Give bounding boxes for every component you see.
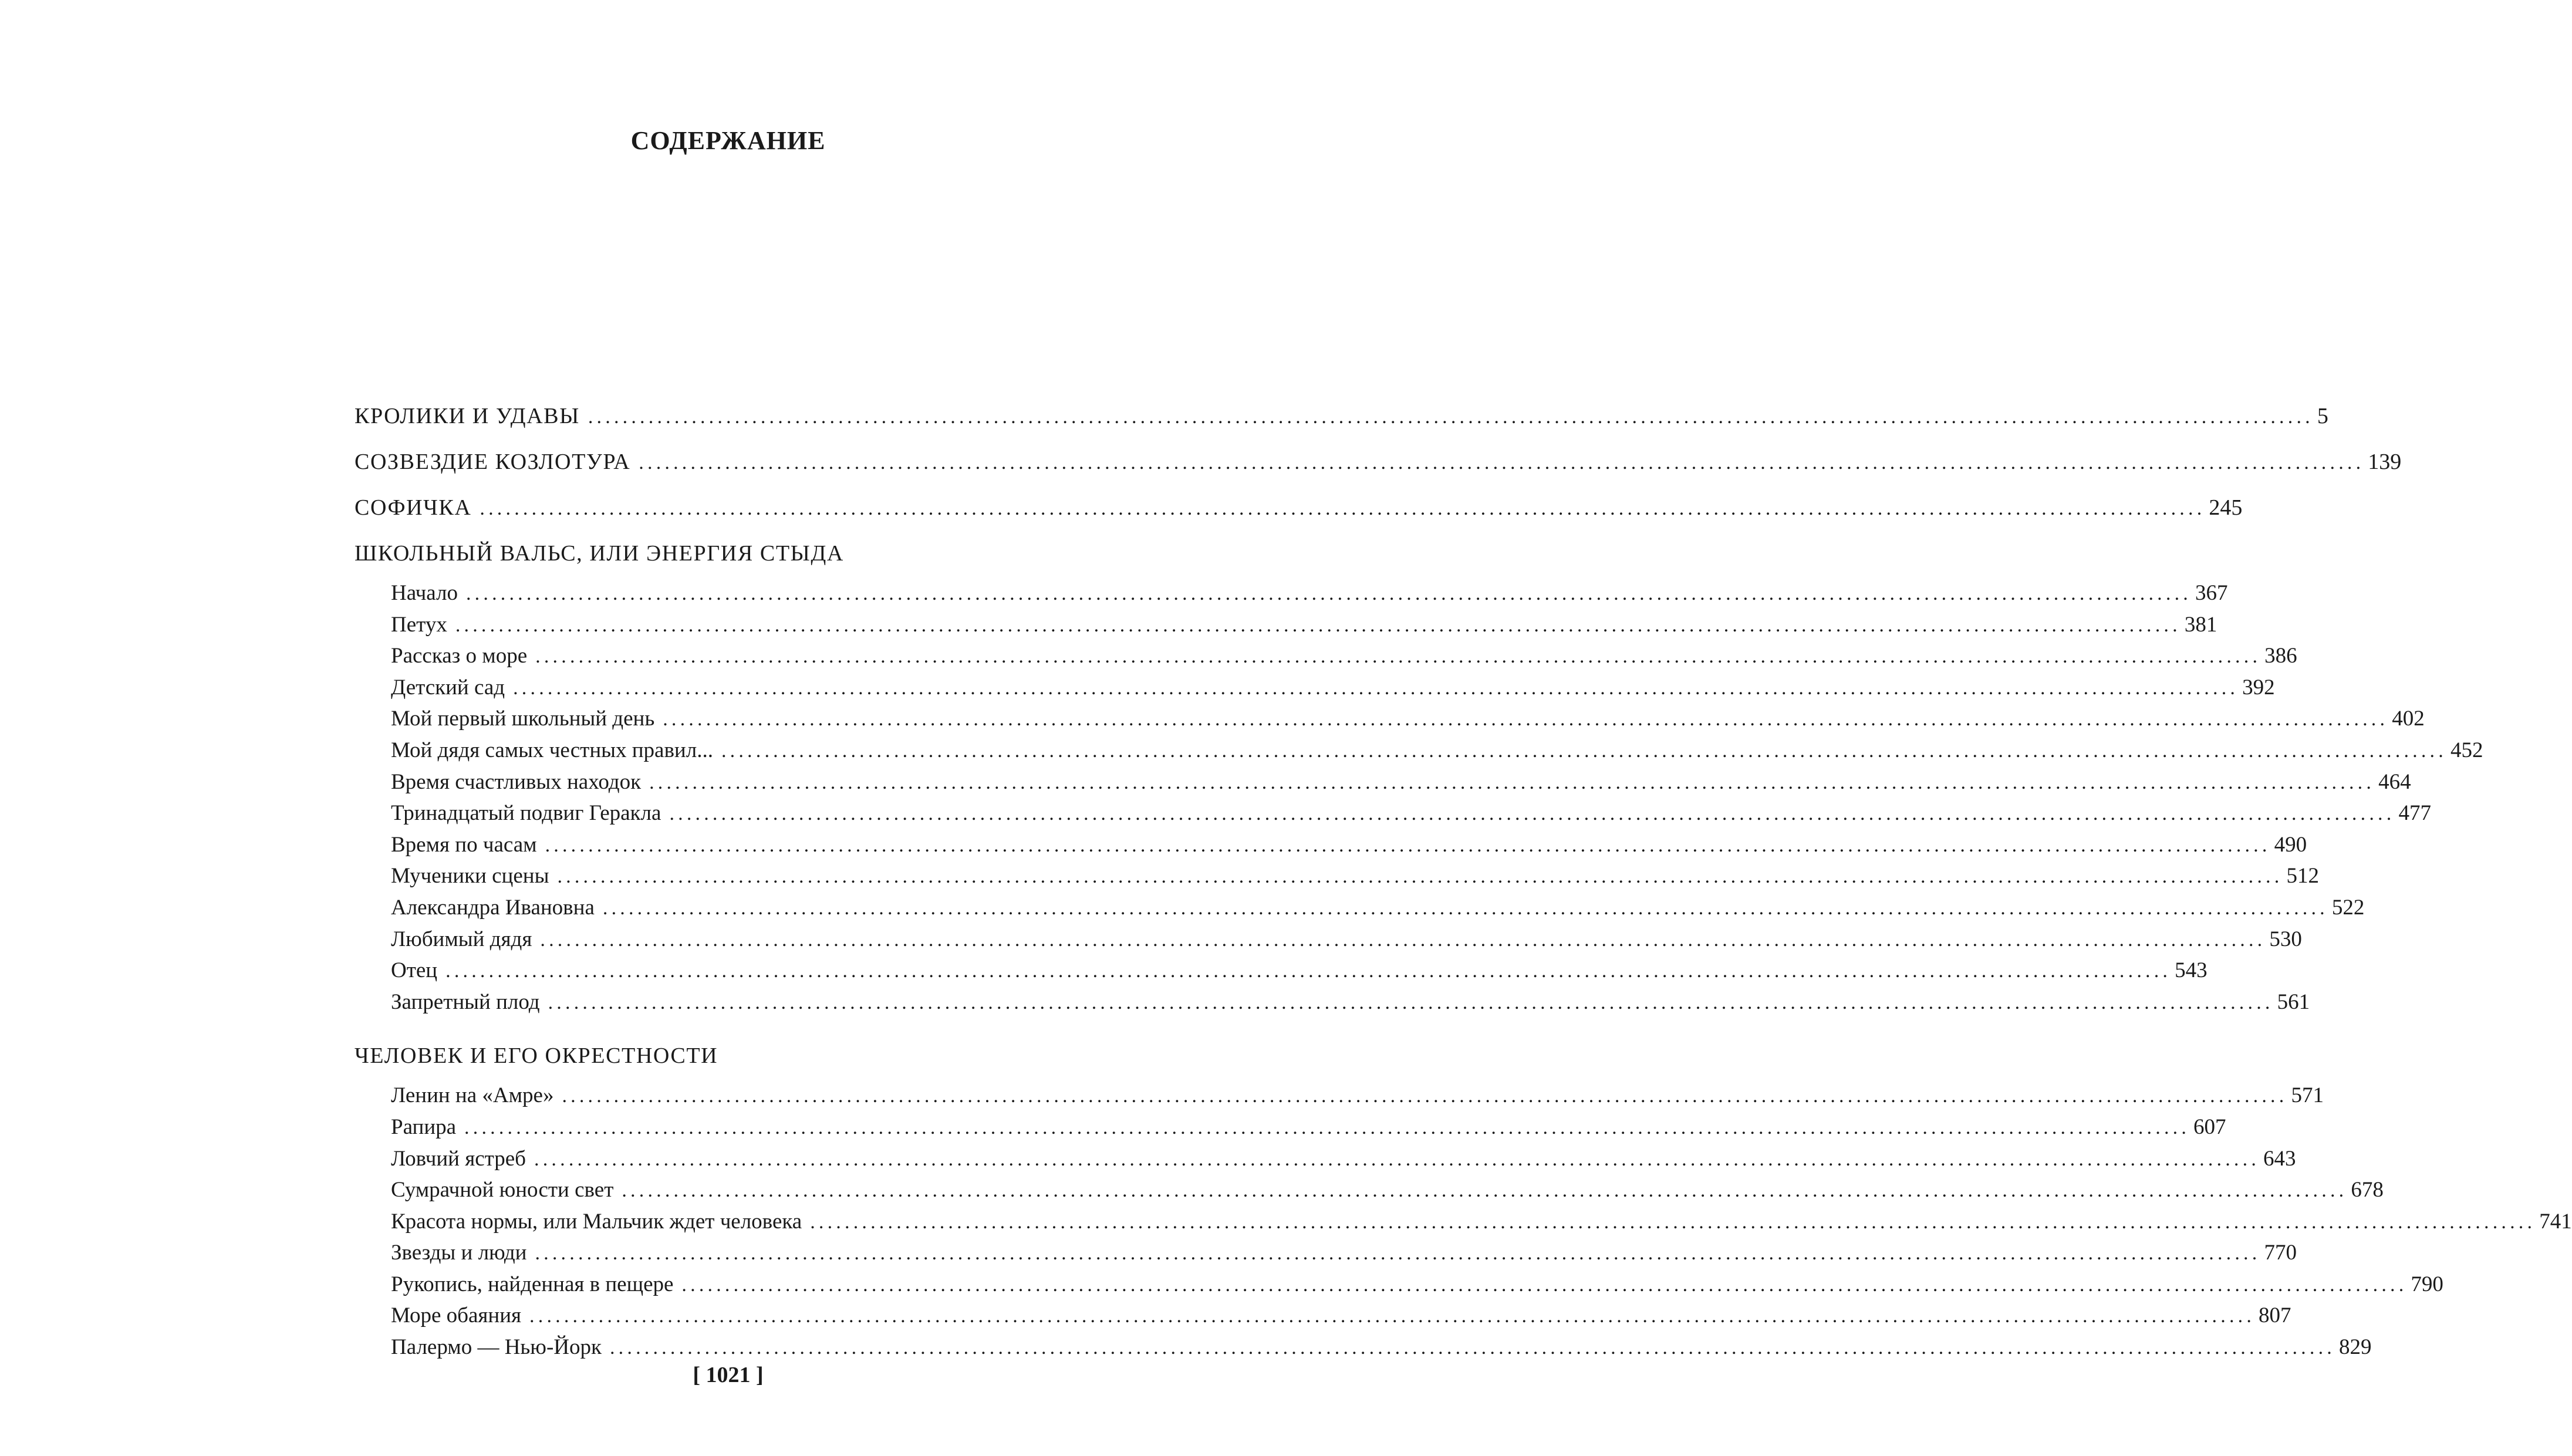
toc-entry [355, 393, 2328, 439]
toc-entry-title: КРОЛИКИ И УДАВЫ [355, 404, 580, 428]
toc-subentry-title: Время счастливых находок [391, 769, 642, 794]
toc-subentry-page: 367 [2195, 581, 2228, 605]
toc-subentry [355, 1300, 2291, 1332]
toc-subentry-title: Сумрачной юности свет [391, 1178, 614, 1202]
toc-subentry-page: 571 [2291, 1083, 2324, 1108]
toc-subentry-page: 790 [2411, 1272, 2443, 1296]
toc-subentry [355, 955, 2208, 987]
toc-subentry [355, 577, 2228, 609]
page-number: [ 1021 ] [693, 1363, 764, 1387]
toc-subentry-title: Рапира [391, 1114, 457, 1139]
toc-subentry [355, 987, 2310, 1018]
toc-subentry-page: 770 [2264, 1241, 2297, 1265]
leader-dots: ........................................................................................................................................................................................................ [609, 1337, 2335, 1359]
leader-dots: ........................................................................................................................................................................................................ [513, 677, 2239, 699]
toc-subentry-title: Мой первый школьный день [391, 707, 655, 731]
toc-subentry-title: Любимый дядя [391, 927, 532, 951]
leader-dots: ........................................................................................................................................................................................................ [721, 739, 2447, 762]
toc-subentry-title: Александра Ивановна [391, 895, 595, 920]
leader-dots: ........................................................................................................................................................................................................ [557, 866, 2283, 888]
section-spacer [355, 1018, 1106, 1033]
leader-dots: ........................................................................................................................................................................................................ [464, 1116, 2190, 1139]
toc-subentry-page: 477 [2398, 801, 2431, 826]
toc-subentry [355, 766, 2411, 798]
leader-dots: ........................................................................................................................................................................................................ [663, 708, 2389, 731]
toc-subentry-title: Начало [391, 581, 458, 605]
toc-subentry [355, 892, 2365, 924]
toc-subentry-page: 452 [2450, 738, 2483, 762]
toc-subentry [355, 1143, 2296, 1175]
toc-subentry-page: 561 [2277, 989, 2310, 1014]
toc-subentry-title: Ловчий ястреб [391, 1146, 526, 1171]
toc-subentry-page: 490 [2274, 832, 2307, 857]
toc-section-title: ШКОЛЬНЫЙ ВАЛЬС, ИЛИ ЭНЕРГИЯ СТЫДА [355, 541, 844, 566]
toc-subentry [355, 1112, 2226, 1143]
toc-subentry-page: 464 [2378, 769, 2411, 794]
toc-section-title: ЧЕЛОВЕК И ЕГО ОКРЕСТНОСТИ [355, 1043, 718, 1069]
leader-dots: ........................................................................................................................................................................................................ [548, 991, 2274, 1014]
toc-subentry-page: 543 [2175, 958, 2208, 983]
leader-dots: ........................................................................................................................................................................................................ [669, 803, 2395, 825]
leader-dots: ........................................................................................................................................................................................................ [649, 771, 2375, 793]
toc-subentry-page: 522 [2331, 895, 2365, 920]
toc-subentry-page: 607 [2193, 1114, 2226, 1139]
toc-subentry-page: 402 [2392, 707, 2425, 731]
toc-subentry-page: 807 [2259, 1303, 2291, 1328]
toc-subentry [355, 672, 2275, 704]
toc-subentry-page: 829 [2338, 1335, 2372, 1360]
toc-subentry-page: 530 [2269, 927, 2302, 951]
leader-dots: ........................................................................................................................................................................................................ [455, 614, 2181, 636]
leader-dots: ........................................................................................................................................................................................................ [602, 897, 2328, 919]
toc-subentry-title: Запретный плод [391, 989, 540, 1014]
leader-dots: ........................................................................................................................................................................................................ [622, 1180, 2348, 1202]
toc-entry-page: 139 [2368, 450, 2402, 474]
leader-dots: ........................................................................................................................................................................................................ [810, 1211, 2536, 1233]
toc-entry-page: 5 [2317, 404, 2328, 428]
toc-subentry [355, 1080, 2324, 1112]
leader-dots: ........................................................................................................................................................................................................ [562, 1085, 2288, 1107]
page-title: СОДЕРЖАНИЕ [630, 126, 826, 155]
leader-dots: ........................................................................................................................................................................................................ [535, 1242, 2261, 1265]
toc-subentry-title: Палермо — Нью-Йорк [391, 1335, 602, 1360]
toc-subentry [355, 735, 2483, 766]
toc-subentry-title: Время по часам [391, 832, 537, 857]
leader-dots: ........................................................................................................................................................................................................ [639, 452, 2365, 474]
leader-dots: ........................................................................................................................................................................................................ [588, 406, 2314, 428]
toc-subentry-page: 392 [2242, 675, 2275, 700]
leader-dots: ........................................................................................................................................................................................................ [540, 928, 2266, 951]
toc-entry [355, 439, 2402, 485]
toc-subentry [355, 1206, 2572, 1238]
toc-subentry-page: 643 [2263, 1146, 2296, 1171]
toc-subentry-page: 386 [2264, 644, 2297, 668]
leader-dots: ........................................................................................................................................................................................................ [465, 583, 2192, 604]
toc-subentry-title: Ленин на «Амре» [391, 1083, 554, 1108]
toc-entry [355, 485, 2243, 531]
toc-subentry-title: Мой дядя самых честных правил... [391, 738, 713, 762]
toc-subentry-title: Красота нормы, или Мальчик ждет человека [391, 1209, 802, 1234]
toc-subentry-title: Рассказ о море [391, 644, 528, 668]
leader-dots: ........................................................................................................................................................................................................ [529, 1305, 2256, 1327]
toc-subentry-title: Тринадцатый подвиг Геракла [391, 801, 661, 826]
leader-dots: ........................................................................................................................................................................................................ [681, 1273, 2408, 1296]
toc-subentry [355, 829, 2307, 861]
toc-subentry [355, 1269, 2443, 1300]
toc-subentry-page: 381 [2184, 612, 2217, 637]
toc-subentry-title: Отец [391, 958, 438, 983]
leader-dots: ........................................................................................................................................................................................................ [480, 498, 2206, 519]
toc-subentry-title: Мученики сцены [391, 864, 549, 889]
toc-subentry [355, 798, 2431, 829]
toc-subentry [355, 1237, 2297, 1269]
toc-subentry-title: Петух [391, 612, 447, 637]
toc-entry-title: СОФИЧКА [355, 495, 472, 520]
leader-dots: ........................................................................................................................................................................................................ [534, 1148, 2260, 1170]
toc-section-heading [355, 1033, 1106, 1080]
toc-subentry [355, 640, 2297, 672]
toc-subentry-page: 678 [2351, 1178, 2384, 1202]
toc-subentry-title: Рукопись, найденная в пещере [391, 1272, 674, 1296]
toc-subentry-title: Звезды и люди [391, 1241, 527, 1265]
toc-section-heading [355, 531, 1106, 577]
leader-dots: ........................................................................................................................................................................................................ [445, 960, 2172, 982]
table-of-contents [355, 393, 2572, 1363]
toc-subentry [355, 924, 2302, 955]
toc-subentry-title: Море обаяния [391, 1303, 522, 1328]
toc-subentry [355, 1332, 2372, 1363]
toc-entry-title: СОЗВЕЗДИЕ КОЗЛОТУРА [355, 450, 631, 474]
leader-dots: ........................................................................................................................................................................................................ [535, 646, 2262, 668]
toc-entry-page: 245 [2209, 495, 2243, 520]
toc-subentry-title: Детский сад [391, 675, 505, 700]
toc-subentry-page: 512 [2286, 864, 2319, 889]
toc-subentry [355, 860, 2319, 892]
toc-subentry [355, 703, 2425, 735]
toc-subentry [355, 609, 2217, 641]
toc-subentry-page: 741 [2539, 1209, 2572, 1234]
toc-subentry [355, 1174, 2384, 1206]
leader-dots: ........................................................................................................................................................................................................ [545, 834, 2271, 856]
